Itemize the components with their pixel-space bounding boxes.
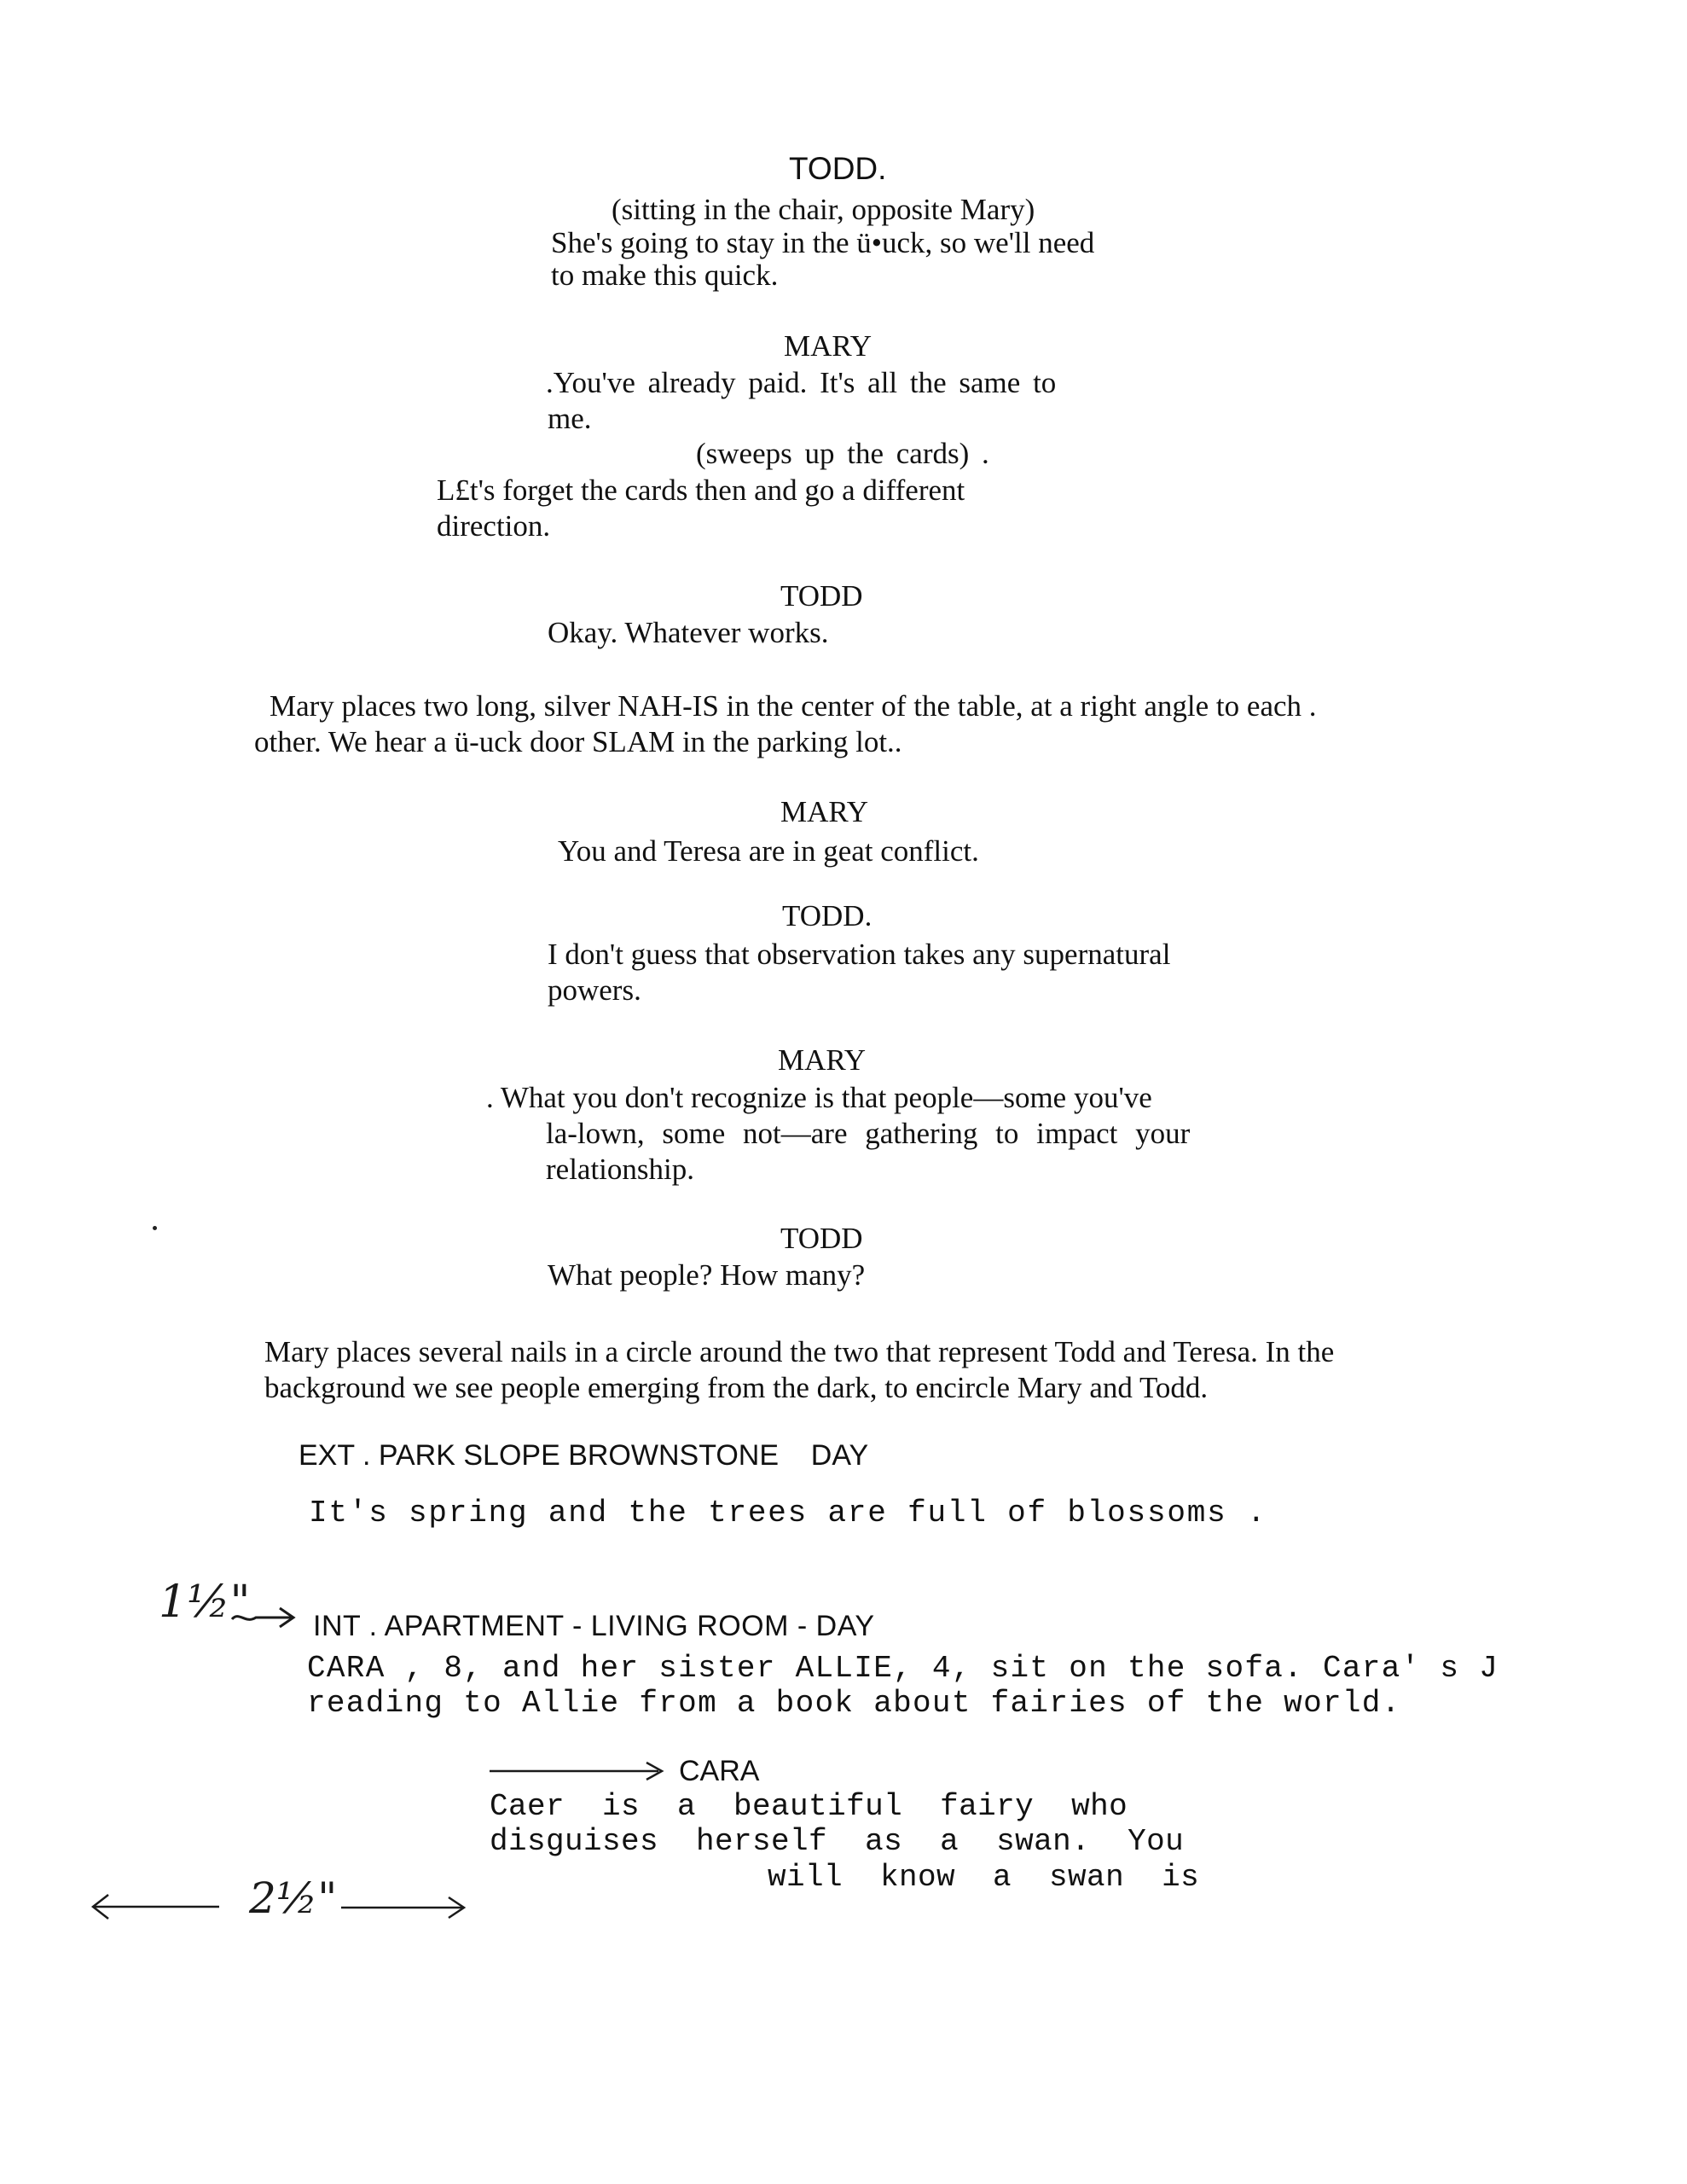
- action-line: Mary places several nails in a circle around the two that represent Todd and Teresa. In the: [264, 1335, 1335, 1368]
- character-name-todd: TODD.: [789, 151, 887, 186]
- dialogue-line: la-lown, some not—are gathering to impact your: [546, 1117, 1191, 1150]
- dialogue-line: direction.: [437, 509, 551, 543]
- dialogue-line: disguises herself as a swan. You: [490, 1824, 1185, 1859]
- dialogue-line: me.: [548, 402, 592, 435]
- action-line: background we see people emerging from the dark, to encircle Mary and Todd.: [264, 1371, 1209, 1404]
- dialogue-line: . What you don't recognize is that people—some you've: [486, 1081, 1152, 1114]
- character-name-mary: MARY: [778, 1043, 867, 1077]
- right-arrow-icon: [230, 1604, 299, 1629]
- indent-measurement-note: 2½": [249, 1873, 338, 1923]
- action-line: CARA , 8, and her sister ALLIE, 4, sit on the sofa. Cara' s J: [307, 1651, 1499, 1686]
- dialogue-line: powers.: [548, 973, 641, 1007]
- dialogue-line: .You've already paid. It's all the same to: [546, 366, 1057, 399]
- character-name-todd: TODD.: [782, 899, 872, 932]
- dialogue-line: Caer is a beautiful fairy who: [490, 1789, 1128, 1824]
- right-arrow-icon: [488, 1759, 667, 1781]
- parenthetical: (sweeps up the cards) .: [696, 437, 989, 470]
- dialogue-line: She's going to stay in the ü•uck, so we'll need: [551, 226, 1095, 259]
- character-name-cara: CARA: [679, 1755, 760, 1787]
- dialogue-line: L£t's forget the cards then and go a different: [437, 473, 965, 507]
- dialogue-line: What people? How many?: [548, 1258, 866, 1292]
- action-line: other. We hear a ü-uck door SLAM in the parking lot..: [254, 725, 902, 758]
- dialogue-line: relationship.: [546, 1153, 694, 1186]
- scene-heading: INT . APARTMENT - LIVING ROOM - DAY: [313, 1610, 875, 1642]
- action-line: Mary places two long, silver NAH-IS in the center of the table, at a right angle to each .: [270, 689, 1317, 723]
- character-name-todd: TODD: [780, 579, 863, 613]
- action-line: It's spring and the trees are full of blossoms .: [309, 1496, 1267, 1531]
- stray-mark: [153, 1226, 157, 1230]
- character-name-mary: MARY: [784, 329, 872, 363]
- dialogue-line: will know a swan is: [768, 1860, 1200, 1895]
- dialogue-line: Okay. Whatever works.: [548, 616, 829, 649]
- scene-heading: EXT . PARK SLOPE BROWNSTONE DAY: [299, 1439, 869, 1472]
- dialogue-line: I don't guess that observation takes any supernatural: [548, 938, 1171, 971]
- dialogue-line: to make this quick.: [551, 258, 779, 292]
- left-arrow-icon: [90, 1890, 226, 1924]
- character-name-mary: MARY: [780, 795, 869, 828]
- dialogue-line: You and Teresa are in geat conflict.: [558, 834, 979, 868]
- right-arrow-icon: [339, 1892, 469, 1923]
- action-line: reading to Allie from a book about fairies of the world.: [307, 1686, 1401, 1721]
- character-name-todd: TODD: [780, 1222, 863, 1255]
- margin-measurement-note: 1½": [159, 1577, 251, 1628]
- parenthetical: (sitting in the chair, opposite Mary): [612, 193, 1035, 226]
